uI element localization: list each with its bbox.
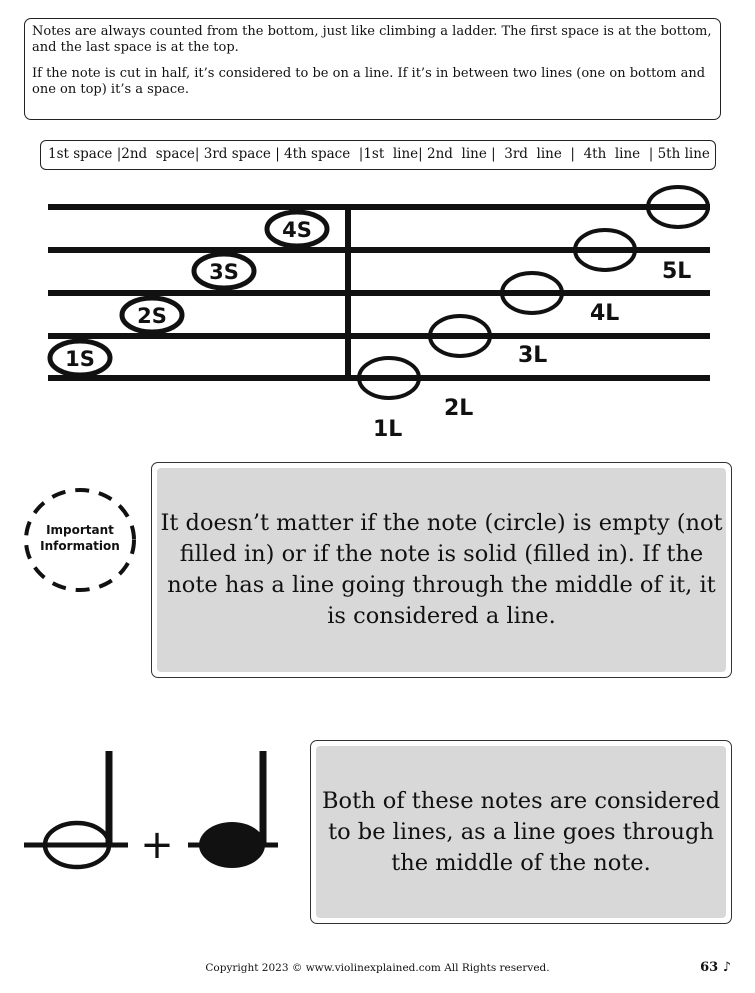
notes-figure	[20, 745, 290, 885]
copyright-footer: Copyright 2023 © www.violinexplained.com All Rights reserved.	[205, 962, 550, 974]
intro-box	[24, 18, 721, 120]
important-label-line-2: Information	[40, 539, 120, 553]
important-label-line-1: Important	[46, 523, 114, 537]
info-card-2-text: Both of these notes are considered to be lines, as a line goes through the middle of the note.	[322, 787, 720, 876]
info-card-both-lines	[310, 740, 732, 924]
space-label-4s: 4S	[282, 218, 312, 242]
space-label-3s: 3S	[209, 260, 239, 284]
line-label-1l: 1L	[373, 417, 403, 442]
line-label-4l: 4L	[590, 301, 620, 326]
line-label-2l: 2L	[444, 396, 474, 421]
staff-diagram	[0, 180, 755, 450]
solid-note-head	[199, 822, 265, 868]
line-label-3l: 3L	[518, 343, 548, 368]
page-number: 63 ♪	[700, 960, 731, 975]
info-card-empty-vs-solid	[151, 462, 732, 678]
intro-paragraph-1: Notes are always counted from the bottom, just like climbing a ladder. The first space is at the bottom, and the last space is at the top.	[32, 24, 712, 55]
info-card-1-text: It doesn’t matter if the note (circle) is empty (not filled in) or if the note is solid (filled in). If the note has a line going through the middle of it, it is considered a line.	[160, 510, 723, 629]
note-position-labels: 1st space |2nd space| 3rd space | 4th space |1st line| 2nd line | 3rd line | 4th line | 5th line	[40, 140, 716, 170]
line-label-5l: 5L	[662, 259, 692, 284]
space-label-2s: 2S	[137, 304, 167, 328]
intro-paragraph-2: If the note is cut in half, it’s considered to be on a line. If it’s in between two lines (one on bottom and one on top) it’s a space.	[32, 66, 706, 97]
plus-sign: +	[140, 822, 174, 868]
important-label	[22, 522, 138, 554]
space-label-1s: 1S	[65, 347, 95, 371]
